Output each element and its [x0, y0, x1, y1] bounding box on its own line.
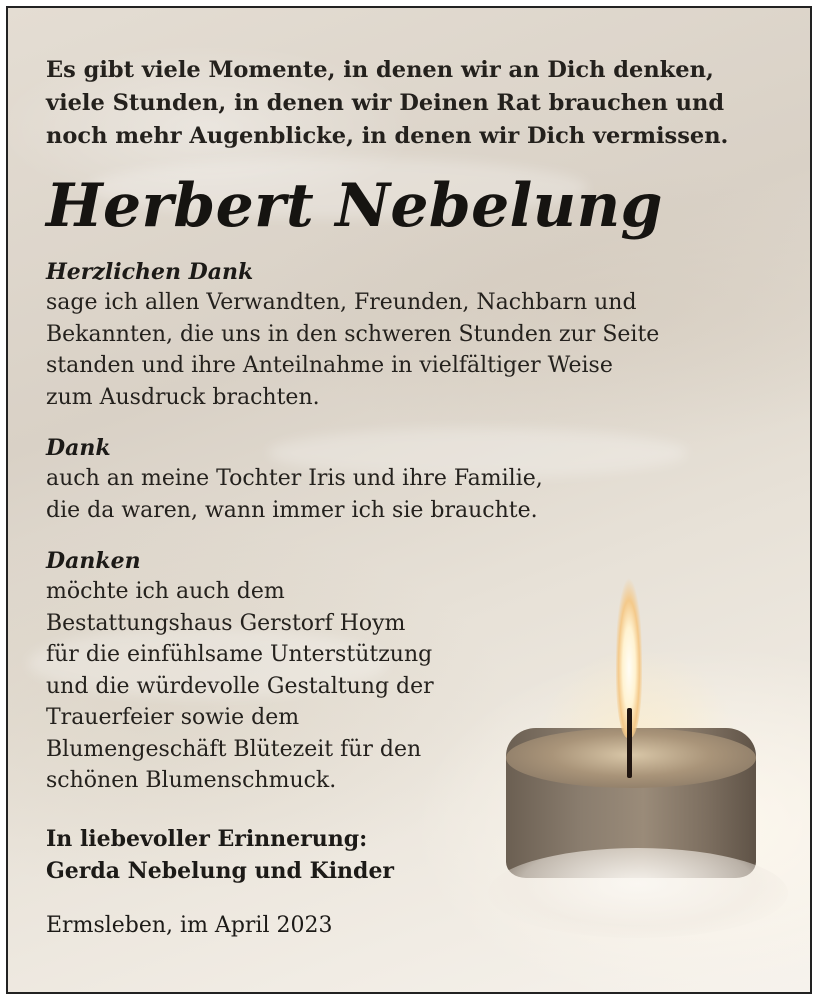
section-text: [46, 287, 780, 413]
text-line: sage ich allen Verwandten, Freunden, Nachbarn und: [46, 290, 637, 315]
text-line: auch an meine Tochter Iris und ihre Familie,: [46, 466, 543, 491]
text-line: Bestattungshaus Gerstorf Hoym: [46, 610, 406, 636]
text-line: Blumengeschäft Blütezeit für den: [46, 736, 422, 762]
intro-quote: [46, 54, 780, 153]
intro-line: viele Stunden, in denen wir Deinen Rat brauchen und: [46, 90, 725, 116]
text-line: möchte ich auch dem: [46, 579, 285, 604]
funeral-thanks-section: [46, 546, 780, 797]
text-line: schönen Blumenschmuck.: [46, 768, 337, 793]
text-line: standen und ihre Anteilnahme in vielfältiger Weise: [46, 353, 613, 378]
signature-names: Gerda Nebelung und Kinder: [46, 857, 395, 884]
thanks-section: [46, 257, 780, 413]
family-thanks-section: [46, 433, 780, 526]
text-line: für die einfühlsame Unterstützung: [46, 642, 433, 667]
signature: [46, 823, 780, 887]
intro-line: noch mehr Augenblicke, in denen wir Dich vermissen.: [46, 123, 729, 149]
text-line: Bekannten, die uns in den schweren Stunden zur Seite: [46, 321, 660, 347]
section-heading: Dank: [46, 435, 111, 461]
section-heading: Danken: [46, 548, 141, 574]
intro-line: Es gibt viele Momente, in denen wir an Dich denken,: [46, 57, 714, 83]
deceased-name: Herbert Nebelung: [46, 171, 663, 241]
obituary-content: [46, 54, 780, 941]
text-line: die da waren, wann immer ich sie brauchte.: [46, 497, 538, 523]
obituary-card: [6, 6, 812, 994]
place-date: Ermsleben, im April 2023: [46, 912, 333, 938]
section-heading: Herzlichen Dank: [46, 259, 254, 285]
text-line: Trauerfeier sowie dem: [46, 705, 300, 730]
section-text: [46, 463, 780, 526]
section-text: [46, 576, 780, 797]
text-line: zum Ausdruck brachten.: [46, 384, 320, 410]
text-line: und die würdevolle Gestaltung der: [46, 673, 434, 699]
signature-line: In liebevoller Erinnerung:: [46, 825, 368, 852]
